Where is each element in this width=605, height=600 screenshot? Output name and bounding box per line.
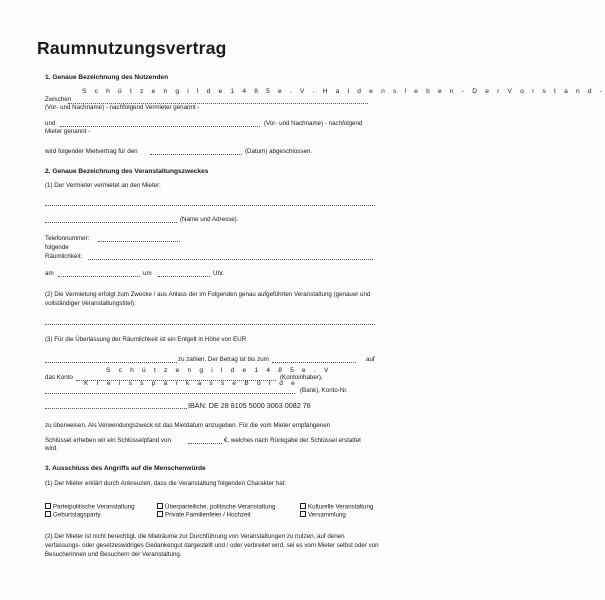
zu-zahlen: zu zahlen. Der Betrag ist bis zum — [178, 356, 269, 363]
bank-line[interactable] — [45, 393, 295, 394]
schluessel-text: Schlüssel erheben wir ein Schlüsselpfand von — [45, 437, 171, 444]
kontoinhaber-name: S c h ü t z e n g i l d e 1 4 8 5 e . V — [106, 367, 332, 374]
bank-caption: (Bank), Konto-Nr. — [300, 387, 348, 394]
datum-caption: (Datum) abgeschlossen. — [245, 148, 313, 155]
option-versammlung[interactable]: Versammlung — [300, 511, 346, 519]
checkbox[interactable] — [300, 503, 306, 509]
und-label: und — [45, 120, 56, 127]
bank-name: K r e i s s p a r k a s s e B ö r d e — [84, 380, 299, 387]
verein-name: S c h ü t z e n g i l d e 1 4 8 5 e . V . H a l d e n s l e b e n - D e r V o r s t a n d - — [82, 88, 605, 95]
ueberweisen-text: zu überweisen. Als Verwendungszweck ist das Mietdatum anzugeben. Für die vom Mieter empfangenen — [45, 422, 331, 429]
checkbox[interactable] — [45, 511, 51, 517]
s3-p1: (1) Der Mieter erklärt durch Ankreuzen, dass die Veranstaltung folgenden Charakter hat: — [45, 480, 287, 487]
raumlichkeit-line[interactable] — [88, 259, 373, 260]
mieter-caption: (Vor- und Nachname) - nachfolgend — [264, 120, 363, 127]
section-3-heading: 3. Ausschluss des Angriffs auf die Menschenwürde — [45, 465, 206, 472]
name-adresse-caption: (Name und Adresse). — [180, 216, 239, 223]
address-line-1[interactable] — [45, 205, 375, 206]
wird-text: wird. — [45, 445, 59, 452]
folgende-label: folgende — [45, 244, 69, 251]
am-line[interactable] — [58, 276, 140, 277]
am-label: am — [45, 270, 54, 277]
s2-p1: (1) Der Vermieter vermietet an den Mieter: — [45, 182, 161, 189]
section-1-heading: 1. Genaue Bezeichnung des Nutzenden — [45, 74, 169, 81]
schluessel-text-2: €, welches nach Rückgabe der Schlüssel erstattet — [224, 437, 361, 444]
option-familienfeier[interactable]: Private Familienfeier / Hochzeit — [157, 511, 251, 519]
checkbox[interactable] — [45, 503, 51, 509]
uhr-label: Uhr. — [213, 270, 225, 277]
telefon-label: Telefonnummer: — [45, 235, 90, 242]
checkbox[interactable] — [300, 511, 306, 517]
mietdatum-line[interactable] — [150, 154, 242, 155]
iban-text: IBAN: DE 28 8105 5000 3003 0082 76 — [188, 401, 311, 410]
auf-label: auf — [366, 356, 375, 363]
page-title: Raumnutzungsvertrag — [37, 38, 227, 58]
pfand-line[interactable] — [188, 443, 222, 444]
konto-nr-line[interactable] — [45, 408, 187, 409]
frist-line[interactable] — [272, 362, 356, 363]
entgelt-line[interactable] — [45, 362, 177, 363]
s2-p3: (3) Für die Überlassung der Räumlichkeit ist ein Entgelt in Höhe von EUR — [45, 336, 247, 343]
checkbox[interactable] — [157, 511, 163, 517]
um-label: um — [143, 270, 152, 277]
mietvertrag-label: wird folgender Mietvertrag für den — [45, 148, 138, 155]
s3-p2: (2) Der Mieter ist nicht berechtigt, die Mieträume zur Durchführung von Veranstaltungen zu nutzen, auf denen verfassungs- oder gesetzeswidriges Gedankengut dargestellt und / oder verbreitet wird, sei es vom Mieter selbst oder von Besucherinnen und Besuchern der Veranstaltung. — [45, 533, 379, 558]
telefon-line[interactable] — [98, 241, 180, 242]
option-geburtstag[interactable]: Geburtstagsparty — [45, 511, 100, 519]
das-konto-label: das Konto — [45, 374, 73, 381]
option-ueberparteilich[interactable]: Überparteiliche, politische Veranstaltung — [157, 503, 275, 511]
vermieter-caption: (Vor- und Nachname) - nachfolgend Vermieter genannt - — [45, 104, 200, 111]
section-2-heading: 2. Genaue Bezeichnung des Veranstaltungszweckes — [45, 168, 209, 175]
veranstaltung-line[interactable] — [45, 324, 375, 325]
mieter-name-line[interactable] — [60, 126, 260, 127]
option-kulturell[interactable]: Kulturelle Veranstaltung — [300, 503, 373, 511]
option-parteipolitisch[interactable]: Parteipolitische Veranstaltung — [45, 503, 135, 511]
checkbox[interactable] — [157, 503, 163, 509]
s2-p2: (2) Die Vermietung erfolgt zum Zwecke / aus Anlass der im Folgenden genau aufgeführten Veranstaltung (genauer und vollständiger Veranstaltungstitel): — [45, 291, 371, 307]
um-line[interactable] — [158, 276, 210, 277]
kontoinhaber-caption: (Kontoinhaber), — [280, 374, 323, 381]
zwischen-label: Zwischen — [45, 96, 72, 103]
raumlichkeit-label: Räumlichkeit: — [45, 253, 83, 260]
mieter-genannt: Mieter genannt - — [45, 128, 91, 135]
address-line-2[interactable] — [45, 222, 177, 223]
